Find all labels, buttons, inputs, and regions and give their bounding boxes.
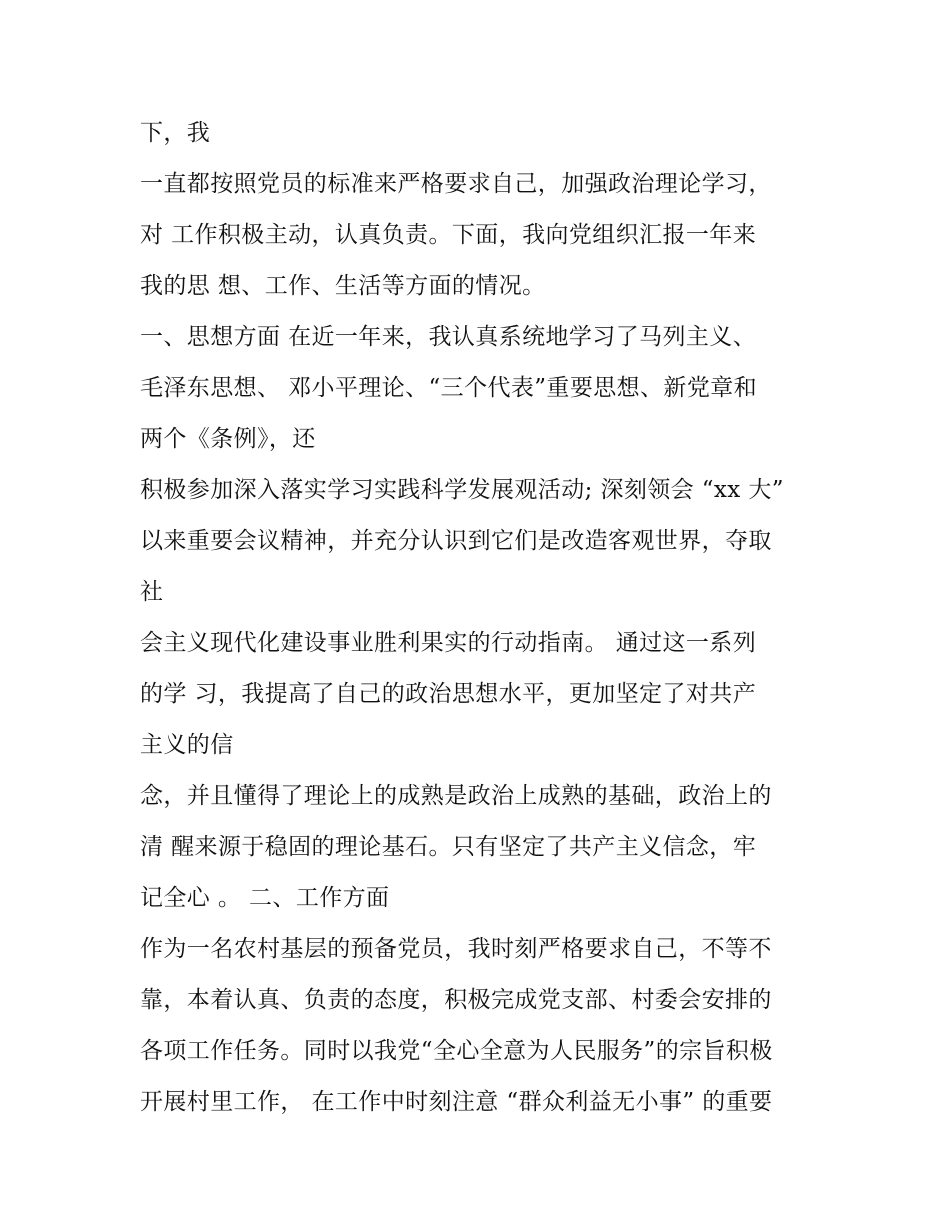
body-text bbox=[140, 108, 830, 1128]
text-line: 我的思 想、工作、生活等方面的情况。 bbox=[140, 273, 546, 299]
text-line: 一直都按照党员的标准来严格要求自己，加强政治理论学习， bbox=[140, 171, 772, 197]
text-line: 清 醒来源于稳固的理论基石。只有坚定了共产主义信念，牢 bbox=[140, 834, 757, 860]
text-line: 开展村里工作， 在工作中时刻注意 “群众利益无小事” 的重要 bbox=[140, 1089, 773, 1115]
text-line: 两个《条例》，还 bbox=[140, 426, 316, 452]
text-line: 的学 习，我提高了自己的政治思想水平，更加坚定了对共产 bbox=[140, 681, 757, 707]
text-line: 一、思想方面 在近一年来，我认真系统地学习了马列主义、 bbox=[140, 324, 757, 350]
text-line: 毛泽东思想、 邓小平理论、“三个代表”重要思想、新党章和 bbox=[140, 375, 758, 401]
text-line: 积极参加深入落实学习实践科学发展观活动; 深刻领会 “xx 大” bbox=[140, 477, 784, 503]
text-line: 社 bbox=[140, 579, 164, 605]
text-line: 作为一名农村基层的预备党员，我时刻严格要求自己，不等不 bbox=[140, 936, 772, 962]
text-line: 念，并且懂得了理论上的成熟是政治上成熟的基础，政治上的 bbox=[140, 783, 772, 809]
text-line: 会主义现代化建设事业胜利果实的行动指南。 通过这一系列 bbox=[140, 630, 757, 656]
text-line: 下，我 bbox=[140, 120, 211, 146]
text-line: 以来重要会议精神，并充分认识到它们是改造客观世界，夺取 bbox=[140, 528, 772, 554]
text-line: 主义的信 bbox=[140, 732, 234, 758]
text-line: 各项工作任务。同时以我党“全心全意为人民服务”的宗旨积极 bbox=[140, 1038, 773, 1064]
text-line: 记全心 。 二、工作方面 bbox=[140, 885, 390, 911]
text-line: 对 工作积极主动，认真负责。下面，我向党组织汇报一年来 bbox=[140, 222, 757, 248]
text-line: 靠，本着认真、负责的态度，积极完成党支部、村委会安排的 bbox=[140, 987, 772, 1013]
